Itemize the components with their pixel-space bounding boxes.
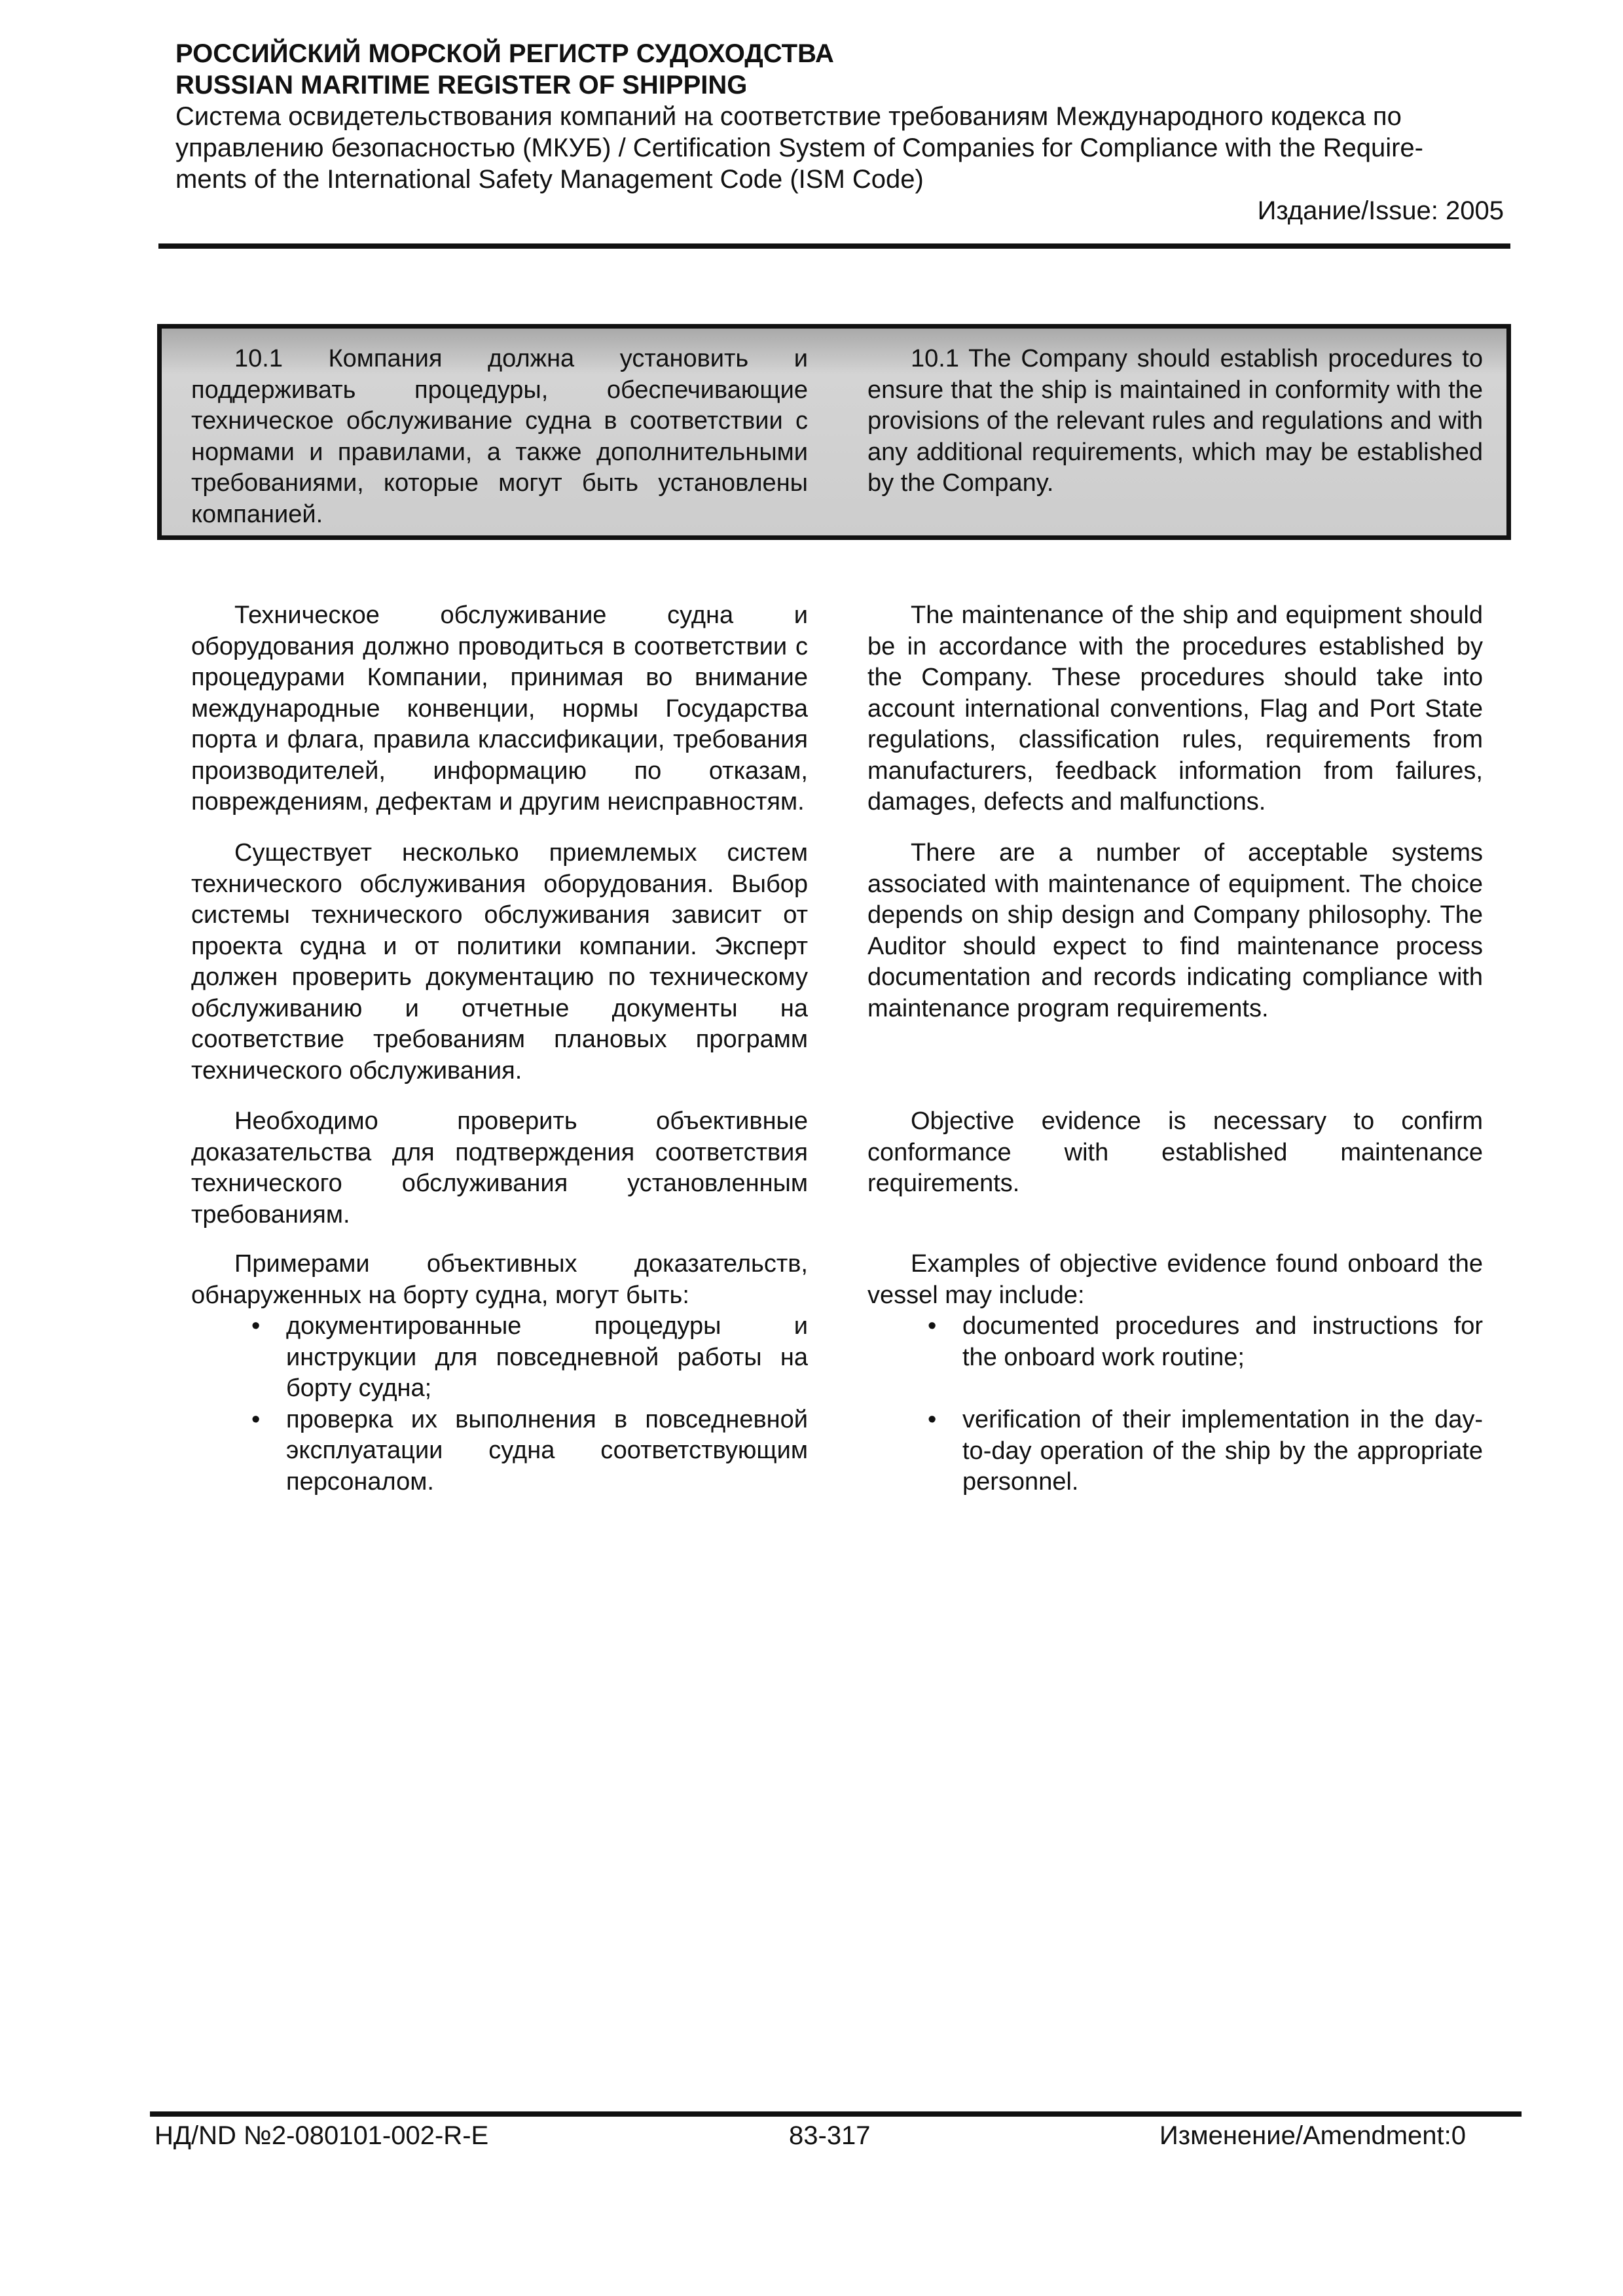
bullet-icon: • [928, 1312, 937, 1340]
body-ru-paragraph-1 [191, 600, 808, 818]
list-item-text: документированные процедуры и инструкции для повседневной работы на борту судна; [286, 1312, 808, 1402]
bullet-icon: • [251, 1312, 261, 1340]
requirement-text-russian [191, 344, 808, 530]
subtitle-line-1: Система освидетельствования компаний на соответствие требованиям Международного кодекса по [175, 102, 1402, 131]
body-ru-paragraph-4 [191, 1249, 808, 1498]
body-ru-paragraph-2 [191, 838, 808, 1086]
footer-divider [150, 2111, 1522, 2117]
document-header [175, 38, 1498, 195]
bullet-list-en [867, 1311, 1483, 1498]
list-item [191, 1405, 808, 1498]
requirement-paragraph-en: 10.1 The Company should establish procedures to ensure that the ship is maintained in conformity with the provisions of the relevant rules and regulations and with any additional requirements, which may be established by the Company. [867, 345, 1483, 497]
requirement-text-english [867, 344, 1483, 499]
bullet-icon: • [928, 1406, 937, 1433]
document-number: НД/ND №2-080101-002-R-E [155, 2121, 489, 2150]
subtitle-line-2: управлению безопасностью (МКУБ) / Certification System of Companies for Compliance with the Require- [175, 134, 1423, 162]
paragraph: There are a number of acceptable systems associated with maintenance of equipment. The choice depends on ship design and Company philosophy. The Auditor should expect to find maintenance process documentation and records indicating compliance with maintenance program requirements. [867, 839, 1483, 1022]
paragraph: Существует несколько приемлемых систем технического обслуживания оборудования. Выбор системы технического обслуживания зависит от проекта судна и от политики компании. Эксперт должен проверить документацию по техническому обслуживанию и отчетные документы на соответствие требованиям плановых программ технического обслуживания. [191, 839, 808, 1085]
list-item [867, 1311, 1483, 1373]
org-name-english: RUSSIAN MARITIME REGISTER OF SHIPPING [175, 71, 748, 99]
issue-label: Издание/Issue: 2005 [1257, 196, 1504, 225]
bullet-list-ru [191, 1311, 808, 1498]
list-item-text: проверка их выполнения в повседневной эксплуатации судна соответствующим персоналом. [286, 1405, 808, 1496]
paragraph: Objective evidence is necessary to confirm conformance with established maintenance requirements. [867, 1107, 1483, 1197]
body-en-paragraph-4 [867, 1249, 1483, 1498]
amendment-label: Изменение/Amendment:0 [1159, 2121, 1466, 2150]
header-divider [158, 243, 1510, 249]
paragraph: Необходимо проверить объективные доказательства для подтверждения соответствия технического обслуживания установленным требованиям. [191, 1107, 808, 1229]
list-item-text: verification of their implementation in the day-to-day operation of the ship by the appropriate personnel. [962, 1406, 1483, 1496]
list-item [191, 1311, 808, 1405]
body-en-paragraph-1 [867, 600, 1483, 818]
bullet-icon: • [251, 1405, 261, 1433]
page-number: 83-317 [789, 2121, 871, 2150]
paragraph: Техническое обслуживание судна и оборудования должно проводиться в соответствии с процедурами Компании, принимая во внимание международные конвенции, нормы Государства порта и флага, правила классификации, требования производителей, информацию по отказам, повреждениям, дефектам и другим неисправностям. [191, 601, 808, 816]
subtitle-line-3: ments of the International Safety Management Code (ISM Code) [175, 165, 924, 194]
list-item-text: documented procedures and instructions for the onboard work routine; [962, 1312, 1483, 1371]
body-ru-paragraph-3 [191, 1106, 808, 1230]
paragraph: The maintenance of the ship and equipment should be in accordance with the procedures established by the Company. These procedures should take into account international conventions, Flag and Port State regulations, classification rules, requirements from manufacturers, feedback information from failures, damages, defects and malfunctions. [867, 601, 1483, 816]
body-en-paragraph-2 [867, 838, 1483, 1024]
paragraph: Examples of objective evidence found onboard the vessel may include: [867, 1250, 1483, 1309]
list-item [867, 1405, 1483, 1498]
requirement-paragraph-ru: 10.1 Компания должна установить и поддерживать процедуры, обеспечивающие техническое обслуживание судна в соответствии с нормами и правилами, а также дополнительными требованиями, которые могут быть установлены компанией. [191, 345, 808, 528]
org-name-russian: РОССИЙСКИЙ МОРСКОЙ РЕГИСТР СУДОХОДСТВА [175, 39, 834, 68]
paragraph: Примерами объективных доказательств, обнаруженных на борту судна, могут быть: [191, 1250, 808, 1309]
body-en-paragraph-3 [867, 1106, 1483, 1200]
